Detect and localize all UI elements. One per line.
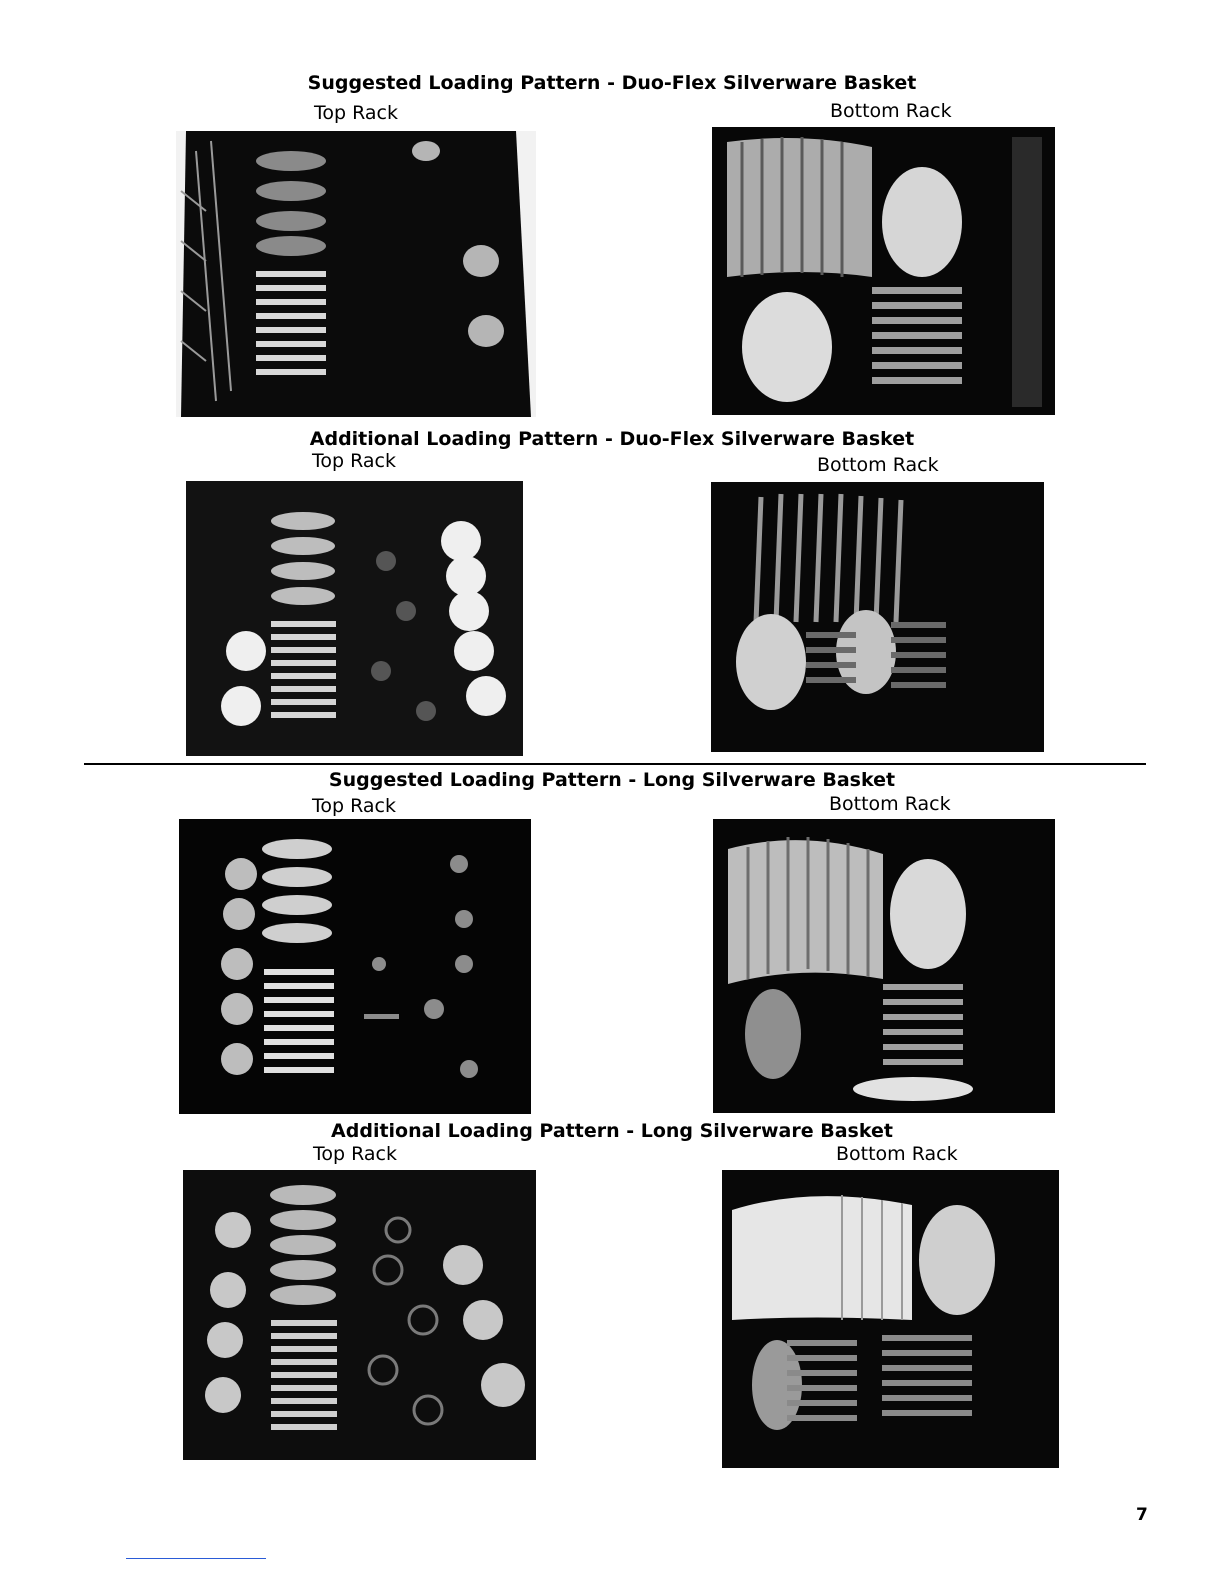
- section-heading: Additional Loading Pattern - Duo-Flex Silverware Basket: [309, 428, 915, 450]
- bottom-rack-label: Bottom Rack: [836, 1143, 958, 1165]
- section-heading: Suggested Loading Pattern - Duo-Flex Silverware Basket: [307, 72, 917, 94]
- top-rack-photo: [179, 819, 531, 1114]
- page-number: 7: [1136, 1505, 1148, 1525]
- top-rack-photo: [183, 1170, 536, 1460]
- section-divider: [84, 763, 1146, 765]
- bottom-rack-label: Bottom Rack: [830, 100, 952, 122]
- section-heading: Suggested Loading Pattern - Long Silverware Basket: [328, 769, 896, 791]
- bottom-rack-photo: [713, 819, 1055, 1113]
- top-rack-label: Top Rack: [313, 1143, 397, 1165]
- bottom-rack-photo: [712, 127, 1055, 415]
- bottom-rack-label: Bottom Rack: [817, 454, 939, 476]
- section-heading: Additional Loading Pattern - Long Silverware Basket: [331, 1120, 893, 1142]
- top-rack-label: Top Rack: [314, 102, 398, 124]
- bottom-rack-label: Bottom Rack: [829, 793, 951, 815]
- footer-link-underline: [126, 1558, 266, 1559]
- top-rack-photo: [176, 131, 536, 417]
- bottom-rack-photo: [722, 1170, 1059, 1468]
- bottom-rack-photo: [711, 482, 1044, 752]
- top-rack-label: Top Rack: [312, 450, 396, 472]
- top-rack-photo: [186, 481, 523, 756]
- top-rack-label: Top Rack: [312, 795, 396, 817]
